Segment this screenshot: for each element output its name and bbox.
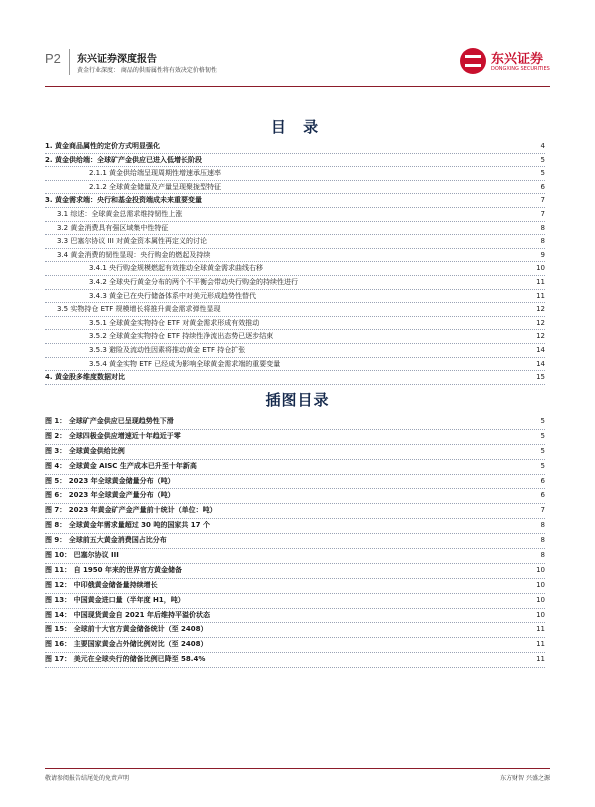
toc-entry-page: 14 xyxy=(534,344,545,357)
figure-entry[interactable] xyxy=(45,609,545,624)
figure-entry-label: 图 4： 全球黄金 AISC 生产成本已升至十年新高 xyxy=(45,460,199,474)
figure-entry-label: 图 12： 中印俄黄金储备量持续增长 xyxy=(45,579,160,593)
figure-entry-label: 图 5： 2023 年全球黄金储量分布（吨） xyxy=(45,475,177,489)
toc-entry[interactable] xyxy=(45,303,545,317)
page-number: P2 xyxy=(45,51,61,66)
figure-entry-label: 图 8： 全球黄金年需求量超过 30 吨的国家共 17 个 xyxy=(45,519,212,533)
toc-entry-label: 3.5.1 全球黄金实物持仓 ETF 对黄金需求形成有效推动 xyxy=(89,317,261,330)
figure-entry[interactable] xyxy=(45,504,545,519)
figure-entry-page: 10 xyxy=(534,594,545,608)
figure-entry-label: 图 7： 2023 年黄金矿产金产量前十统计（单位：吨） xyxy=(45,504,219,518)
footer-rule xyxy=(45,768,550,769)
toc-list xyxy=(45,140,545,385)
figure-entry-label: 图 15： 全球前十大官方黄金储备统计（至 2408） xyxy=(45,623,210,637)
toc-entry-label: 3.4 黄金消费的韧性显现：央行购金的燃起及持续 xyxy=(57,249,212,262)
report-subtitle: 黄金行业深度： 商品的供需属性将有效决定价格韧性 xyxy=(77,67,217,74)
toc-entry[interactable] xyxy=(45,290,545,304)
figure-entry[interactable] xyxy=(45,430,545,445)
toc-entry[interactable] xyxy=(45,235,545,249)
toc-entry-page: 8 xyxy=(539,235,545,248)
header-rule xyxy=(45,86,550,87)
toc-entry[interactable] xyxy=(45,154,545,168)
figure-entry[interactable] xyxy=(45,564,545,579)
toc-entry-label: 3.5.3 避险及流动性因素将推动黄金 ETF 持仓扩张 xyxy=(89,344,247,357)
figure-entry-page: 11 xyxy=(534,638,545,652)
toc-entry[interactable] xyxy=(45,222,545,236)
figure-entry-page: 11 xyxy=(534,653,545,667)
figure-entry-page: 5 xyxy=(539,445,545,459)
figure-entry[interactable] xyxy=(45,638,545,653)
figure-entry-page: 7 xyxy=(539,504,545,518)
logo-text-en: DONGXING SECURITIES xyxy=(491,66,550,72)
toc-entry-label: 3.5.4 黄金实物 ETF 已经成为影响全球黄金需求端的重要变量 xyxy=(89,358,282,371)
toc-entry-page: 5 xyxy=(539,167,545,180)
figure-entry[interactable] xyxy=(45,519,545,534)
toc-entry-label: 1. 黄金商品属性的定价方式明显强化 xyxy=(45,140,162,153)
figure-entry[interactable] xyxy=(45,460,545,475)
figure-entry-label: 图 10： 巴塞尔协议 III xyxy=(45,549,121,563)
toc-entry[interactable] xyxy=(45,344,545,358)
figure-entry[interactable] xyxy=(45,623,545,638)
figure-entry-page: 6 xyxy=(539,475,545,489)
toc-title: 目 录 xyxy=(270,118,325,136)
figure-entry-label: 图 16： 主要国家黄金占外储比例对比（至 2408） xyxy=(45,638,210,652)
figure-entry[interactable] xyxy=(45,653,545,668)
toc-entry-label: 3.5.2 全球黄金实物持仓 ETF 持续性净流出态势已逐步结束 xyxy=(89,330,275,343)
figure-entry-page: 11 xyxy=(534,623,545,637)
toc-entry-page: 11 xyxy=(534,276,545,289)
figure-entry-page: 8 xyxy=(539,549,545,563)
toc-entry-label: 3. 黄金需求端：央行和基金投资端成未来重要变量 xyxy=(45,194,204,207)
toc-entry[interactable] xyxy=(45,276,545,290)
figure-entry[interactable] xyxy=(45,594,545,609)
figure-entry[interactable] xyxy=(45,445,545,460)
toc-entry-label: 3.4.3 黄金已在央行储备体系中对美元形成趋势性替代 xyxy=(89,290,258,303)
figure-entry[interactable] xyxy=(45,549,545,564)
logo-text-cn: 东兴证券 xyxy=(491,52,544,67)
figure-entry[interactable] xyxy=(45,534,545,549)
toc-entry-label: 2.1.1 黄金供给端呈现周期性增速承压速率 xyxy=(89,167,223,180)
figure-index-list xyxy=(45,415,545,668)
figure-entry[interactable] xyxy=(45,579,545,594)
toc-entry[interactable] xyxy=(45,358,545,372)
figure-entry-label: 图 9： 全球前五大黄金消费国占比分布 xyxy=(45,534,169,548)
figure-entry-label: 图 17： 美元在全球央行的储备比例已降至 58.4% xyxy=(45,653,207,667)
toc-entry-label: 3.4.2 全球央行黄金分布的两个不平衡会带动央行购金的持续性进行 xyxy=(89,276,300,289)
toc-entry[interactable] xyxy=(45,167,545,181)
figure-entry-label: 图 6： 2023 年全球黄金产量分布（吨） xyxy=(45,489,177,503)
figure-entry-label: 图 13： 中国黄金进口量（半年度 H1，吨） xyxy=(45,594,187,608)
figure-entry-label: 图 11： 自 1950 年来的世界官方黄金储备 xyxy=(45,564,184,578)
figure-entry[interactable] xyxy=(45,415,545,430)
toc-entry[interactable] xyxy=(45,330,545,344)
figure-entry[interactable] xyxy=(45,475,545,490)
header-separator xyxy=(69,49,70,75)
figure-entry-label: 图 1： 全球矿产金供应已呈现趋势性下滑 xyxy=(45,415,176,429)
figure-entry-label: 图 14： 中国现货黄金自 2021 年后维持平溢价状态 xyxy=(45,609,212,623)
toc-entry-label: 2. 黄金供给端：全球矿产金供应已进入低增长阶段 xyxy=(45,154,204,167)
toc-entry-page: 8 xyxy=(539,222,545,235)
figure-entry-page: 5 xyxy=(539,415,545,429)
toc-entry-page: 5 xyxy=(539,154,545,167)
logo-mark-icon xyxy=(460,48,486,74)
toc-entry-page: 7 xyxy=(539,208,545,221)
toc-entry-label: 3.5 实物持仓 ETF 规模增长将推升黄金需求弹性显现 xyxy=(57,303,223,316)
figure-entry-page: 10 xyxy=(534,564,545,578)
page-header xyxy=(45,47,550,85)
toc-entry-page: 12 xyxy=(534,330,545,343)
figure-entry-page: 5 xyxy=(539,460,545,474)
figure-entry-page: 6 xyxy=(539,489,545,503)
toc-entry-label: 4. 黄金股多维度数据对比 xyxy=(45,371,127,384)
footer-slogan: 东方财智 兴盛之源 xyxy=(500,775,550,782)
toc-entry-label: 3.2 黄金消费具有强区域集中性特征 xyxy=(57,222,170,235)
toc-entry-page: 11 xyxy=(534,290,545,303)
toc-entry[interactable] xyxy=(45,262,545,276)
figure-entry-label: 图 3： 全球黄金供给比例 xyxy=(45,445,127,459)
toc-entry-label: 3.1 综述：全球黄金总需求维持韧性上涨 xyxy=(57,208,184,221)
figure-entry-label: 图 2： 全球四极金供应增速近十年趋近于零 xyxy=(45,430,183,444)
disclaimer-note: 敬请参阅报告结尾处的免责声明 xyxy=(45,775,130,782)
figure-entry-page: 10 xyxy=(534,579,545,593)
toc-entry-page: 7 xyxy=(539,194,545,207)
toc-entry-page: 14 xyxy=(534,358,545,371)
toc-entry-page: 12 xyxy=(534,317,545,330)
toc-entry-label: 2.1.2 全球黄金储量及产量呈现聚拢型特征 xyxy=(89,181,223,194)
figure-entry-page: 8 xyxy=(539,519,545,533)
figure-entry[interactable] xyxy=(45,489,545,504)
toc-entry-page: 10 xyxy=(534,262,545,275)
toc-entry-page: 9 xyxy=(539,249,545,262)
toc-entry[interactable] xyxy=(45,208,545,222)
toc-entry-page: 4 xyxy=(539,140,545,153)
toc-entry-label: 3.3 巴塞尔协议 III 对黄金资本属性再定义的讨论 xyxy=(57,235,209,248)
figure-index-title: 插图目录 xyxy=(265,391,330,409)
figure-entry-page: 10 xyxy=(534,609,545,623)
toc-entry[interactable] xyxy=(45,249,545,263)
company-logo xyxy=(460,47,550,77)
toc-entry[interactable] xyxy=(45,371,545,385)
figure-entry-page: 8 xyxy=(539,534,545,548)
toc-entry[interactable] xyxy=(45,317,545,331)
toc-entry-page: 12 xyxy=(534,303,545,316)
toc-entry[interactable] xyxy=(45,140,545,154)
toc-entry[interactable] xyxy=(45,181,545,195)
report-series-title: 东兴证券深度报告 xyxy=(77,54,157,65)
toc-entry-label: 3.4.1 央行购金规模燃起有效推动全球黄金需求曲线右移 xyxy=(89,262,265,275)
figure-entry-page: 5 xyxy=(539,430,545,444)
toc-entry-page: 6 xyxy=(539,181,545,194)
toc-entry-page: 15 xyxy=(534,371,545,384)
toc-entry[interactable] xyxy=(45,194,545,208)
